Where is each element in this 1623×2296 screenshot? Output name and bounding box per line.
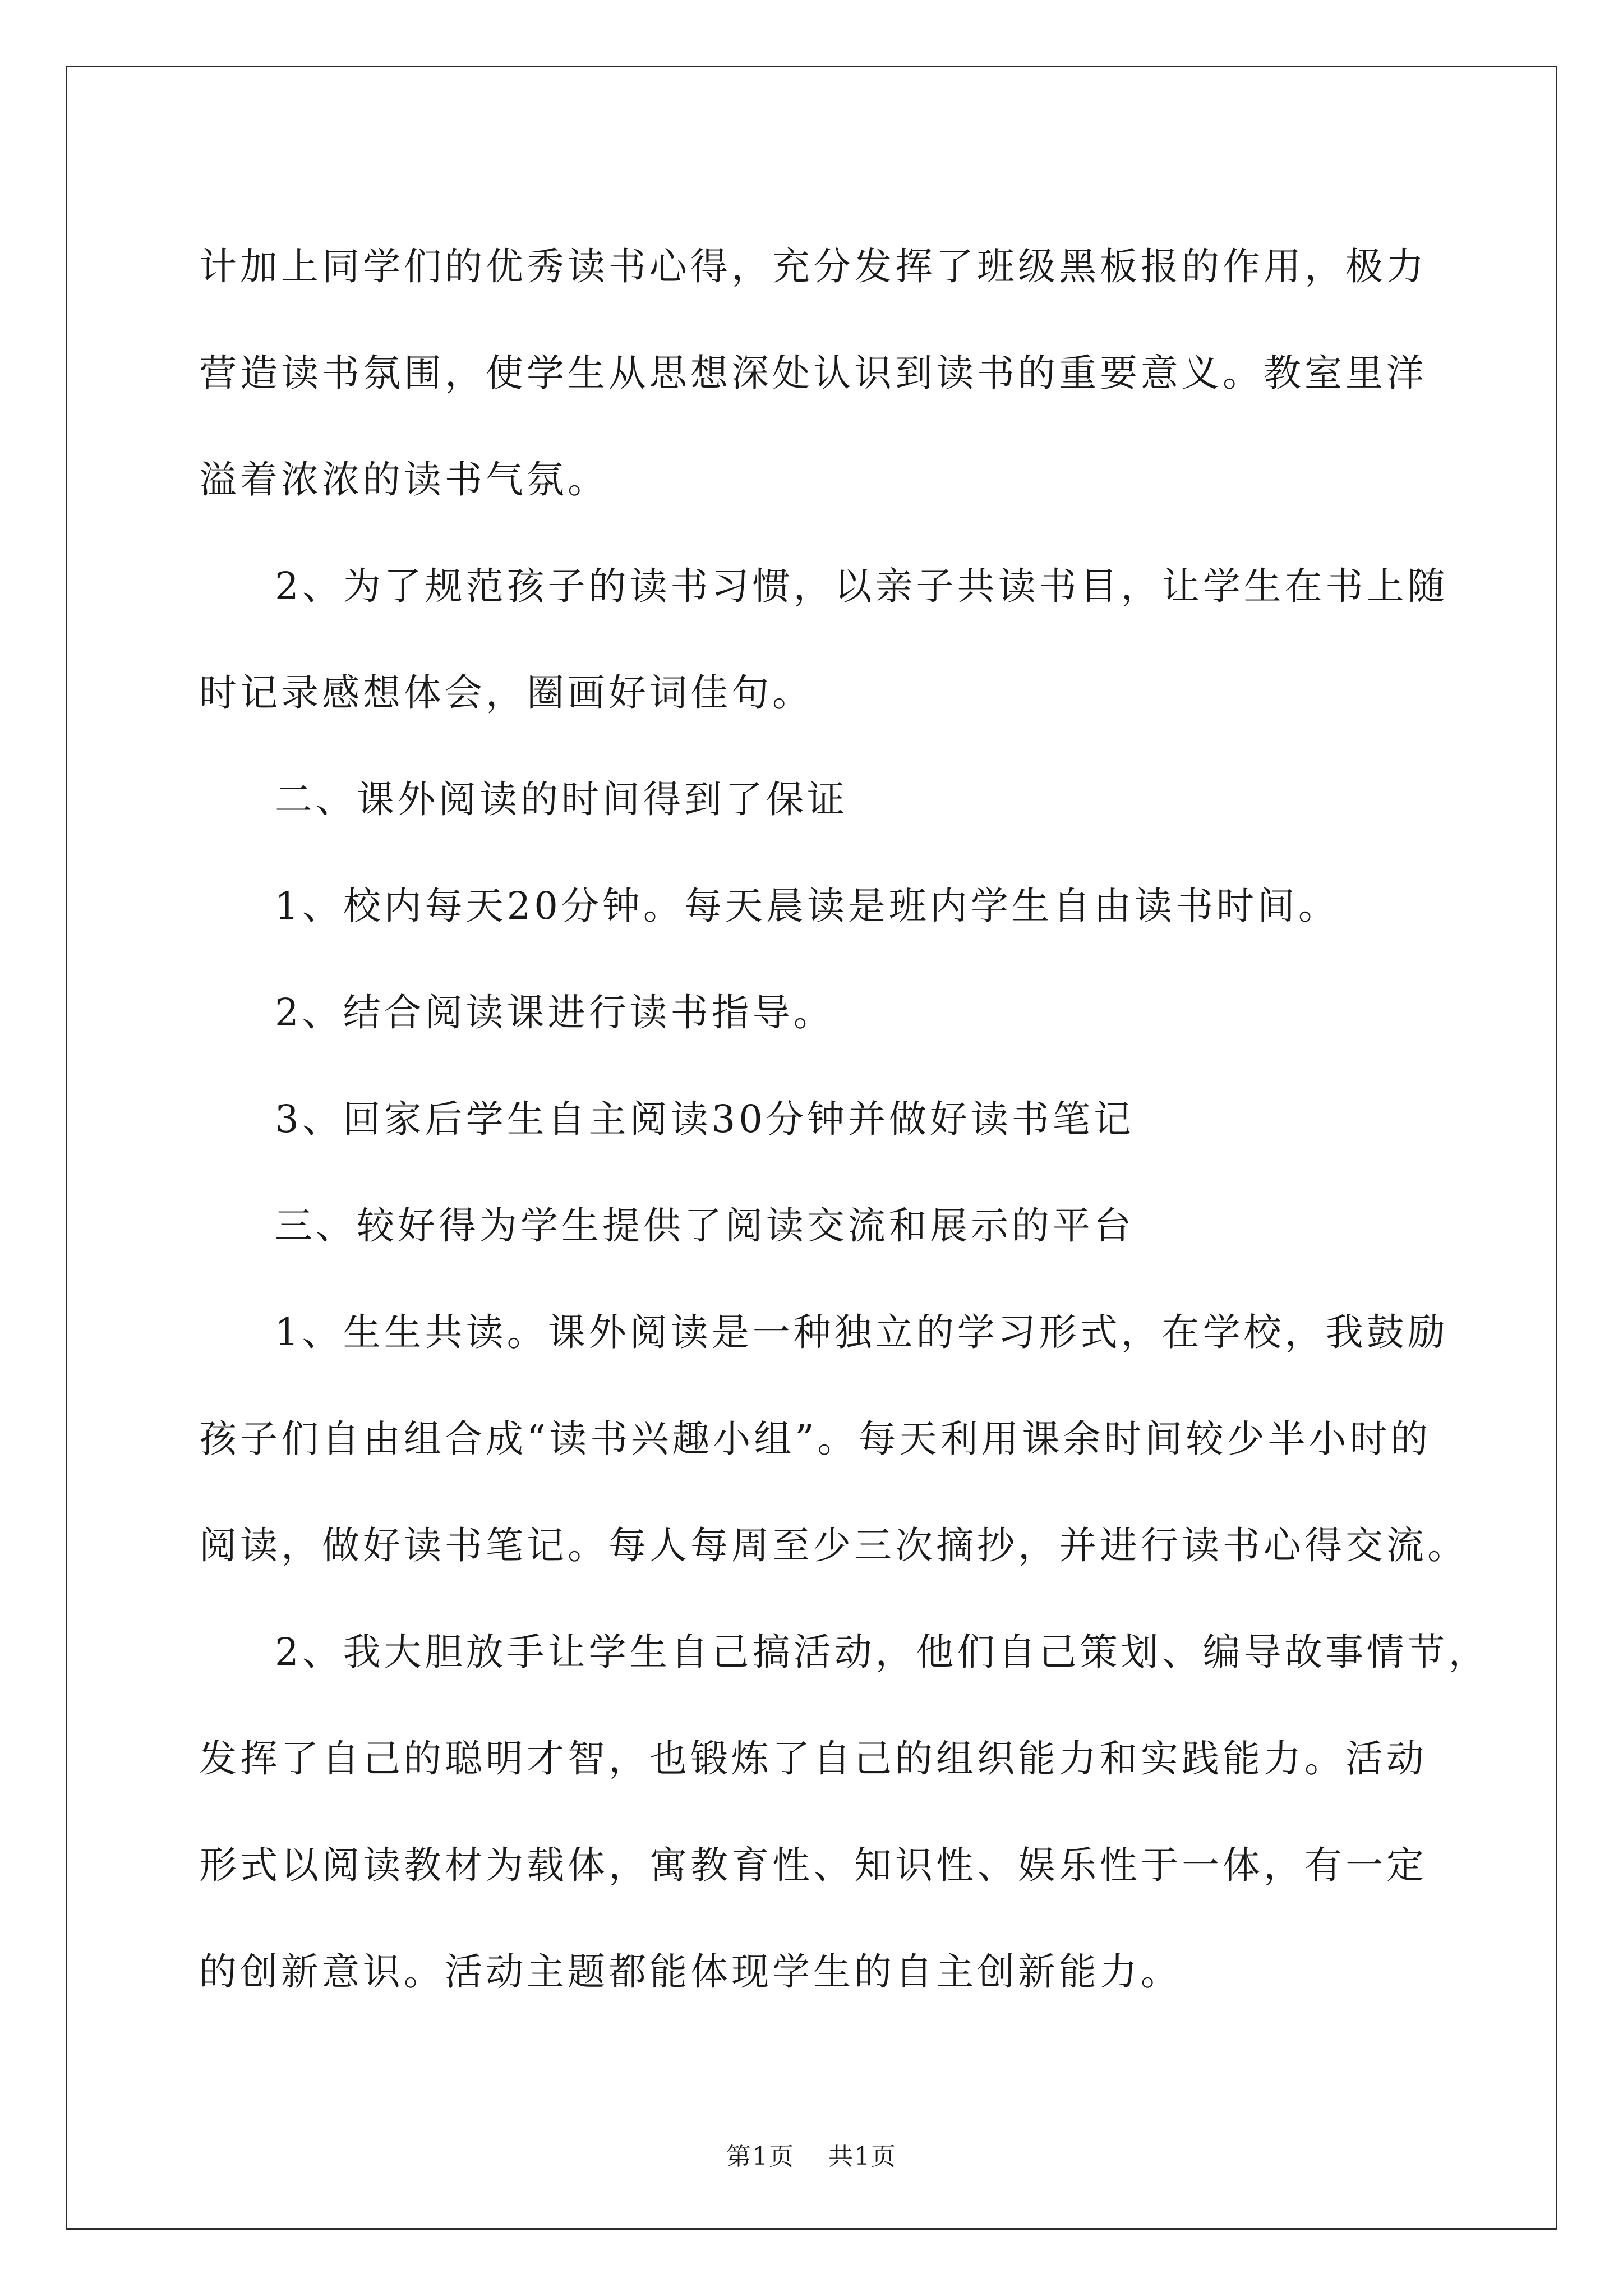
- text-line: 营造读书氛围，使学生从思想深处认识到读书的重要意义。教室里洋: [199, 351, 1427, 395]
- text-line: 3、回家后学生自主阅读30分钟并做好读书笔记: [275, 1097, 1135, 1141]
- text-line: 溢着浓浓的读书气氛。: [199, 458, 608, 501]
- section-heading: 三、较好得为学生提供了阅读交流和展示的平台: [275, 1204, 1135, 1248]
- section-heading: 二、课外阅读的时间得到了保证: [275, 777, 848, 821]
- text-line: 发挥了自己的聪明才智，也锻炼了自己的组织能力和实践能力。活动: [199, 1737, 1427, 1780]
- text-line: 1、校内每天20分钟。每天晨读是班内学生自由读书时间。: [275, 884, 1339, 928]
- text-line: 2、结合阅读课进行读书指导。: [275, 991, 834, 1034]
- text-line: 阅读，做好读书笔记。每人每周至少三次摘抄，并进行读书心得交流。: [199, 1524, 1468, 1567]
- page-footer: [0, 2136, 1623, 2172]
- text-line: 1、生生共读。课外阅读是一种独立的学习形式，在学校，我鼓励: [275, 1310, 1449, 1354]
- page-total: 共1页: [828, 2142, 897, 2171]
- document-body: [199, 213, 1490, 2025]
- text-line: 的创新意识。活动主题都能体现学生的自主创新能力。: [199, 1950, 1182, 1994]
- text-line: 计加上同学们的优秀读书心得，充分发挥了班级黑板报的作用，极力: [199, 245, 1427, 288]
- text-line: 孩子们自由组合成“读书兴趣小组”。每天利用课余时间较少半小时的: [199, 1417, 1432, 1461]
- text-line: 形式以阅读教材为载体，寓教育性、知识性、娱乐性于一体，有一定: [199, 1843, 1427, 1887]
- text-line: 时记录感想体会，圈画好词佳句。: [199, 671, 813, 715]
- text-line: 2、为了规范孩子的读书习惯，以亲子共读书目，让学生在书上随: [275, 564, 1449, 608]
- text-line: 2、我大胆放手让学生自己搞活动，他们自己策划、编导故事情节，: [275, 1630, 1490, 1674]
- page-number: 第1页: [726, 2142, 795, 2171]
